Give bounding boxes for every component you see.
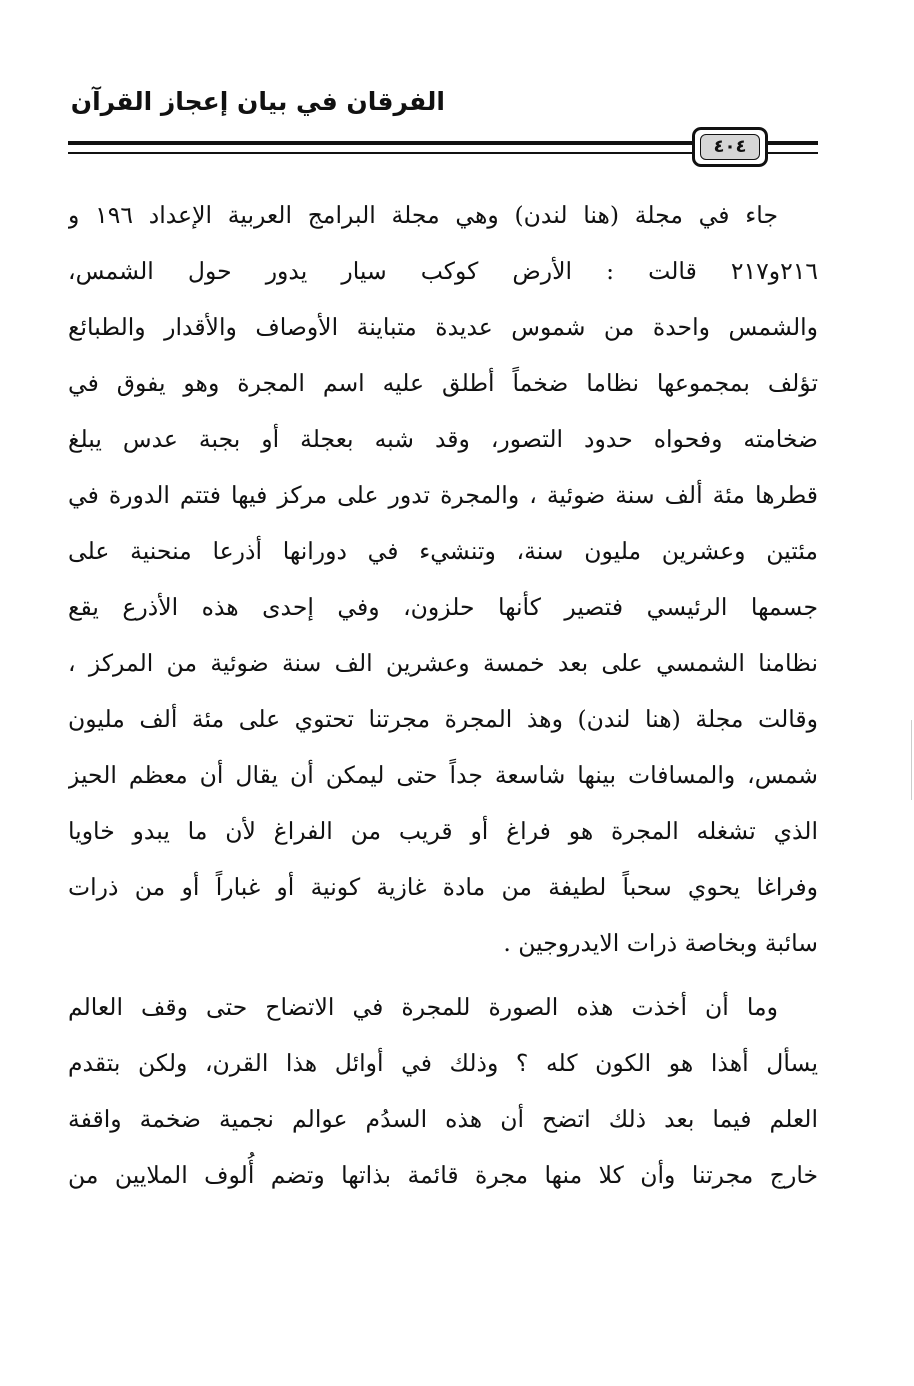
text-line: يسأل أهذا هو الكون كله ؟ وذلك في أوائل هذا القرن، ولكن بتقدم bbox=[68, 1049, 818, 1077]
body-text bbox=[68, 187, 818, 1203]
header-rule-thin bbox=[68, 152, 692, 154]
scan-artifact bbox=[911, 720, 912, 800]
header-rule-thick-right bbox=[768, 141, 818, 145]
text-line: وما أن أخذت هذه الصورة للمجرة في الاتضاح حتى وقف العالم bbox=[68, 993, 778, 1021]
page-number: ٤٠٤ bbox=[700, 134, 760, 160]
text-line: تؤلف بمجموعها نظاما ضخماً أطلق عليه اسم المجرة وهو يفوق في bbox=[68, 369, 818, 397]
text-line: ٢١٦و٢١٧ قالت : الأرض كوكب سيار يدور حول الشمس، bbox=[68, 257, 818, 285]
text-line: ضخامته وفحواه حدود التصور، وقد شبه بعجلة أو بجبة عدس يبلغ bbox=[68, 425, 818, 453]
paragraph-gap bbox=[68, 971, 818, 979]
header-rule-thin-right bbox=[768, 152, 818, 154]
text-line: والشمس واحدة من شموس عديدة متباينة الأوصاف والأقدار والطبائع bbox=[68, 313, 818, 341]
text-line: الذي تشغله المجرة هو فراغ أو قريب من الفراغ لأن ما يبدو خاويا bbox=[68, 817, 818, 845]
text-line: وفراغا يحوي سحباً لطيفة من مادة غازية كونية أو غباراً أو من ذرات bbox=[68, 873, 818, 901]
page-number-frame bbox=[692, 127, 768, 167]
text-line: قطرها مئة ألف سنة ضوئية ، والمجرة تدور على مركز فيها فتتم الدورة في bbox=[68, 481, 818, 509]
text-line: وقالت مجلة (هنا لندن) وهذ المجرة مجرتنا تحتوي على مئة ألف مليون bbox=[68, 705, 818, 733]
text-line: جسمها الرئيسي فتصير كأنها حلزون، وفي إحدى هذه الأذرع يقع bbox=[68, 593, 818, 621]
text-line: نظامنا الشمسي على بعد خمسة وعشرين الف سنة ضوئية من المركز ، bbox=[68, 649, 818, 677]
text-line: جاء في مجلة (هنا لندن) وهي مجلة البرامج العربية الإعداد ١٩٦ و bbox=[68, 201, 778, 229]
text-line: خارج مجرتنا وأن كلا منها مجرة قائمة بذاتها وتضم أُلوف الملايين من bbox=[68, 1161, 818, 1189]
text-line: سائبة وبخاصة ذرات الايدروجين . bbox=[503, 929, 818, 957]
text-line: شمس، والمسافات بينها شاسعة جداً حتى ليمكن أن يقال أن معظم الحيز bbox=[68, 761, 818, 789]
text-line: مئتين وعشرين مليون سنة، وتنشيء في دورانها أذرعا منحنية على bbox=[68, 537, 818, 565]
running-title: الفرقان في بيان إعجاز القرآن bbox=[70, 87, 445, 116]
header-rule-thick bbox=[68, 141, 692, 145]
text-line: العلم فيما بعد ذلك اتضح أن هذه السدُم عوالم نجمية ضخمة واقفة bbox=[68, 1105, 818, 1133]
